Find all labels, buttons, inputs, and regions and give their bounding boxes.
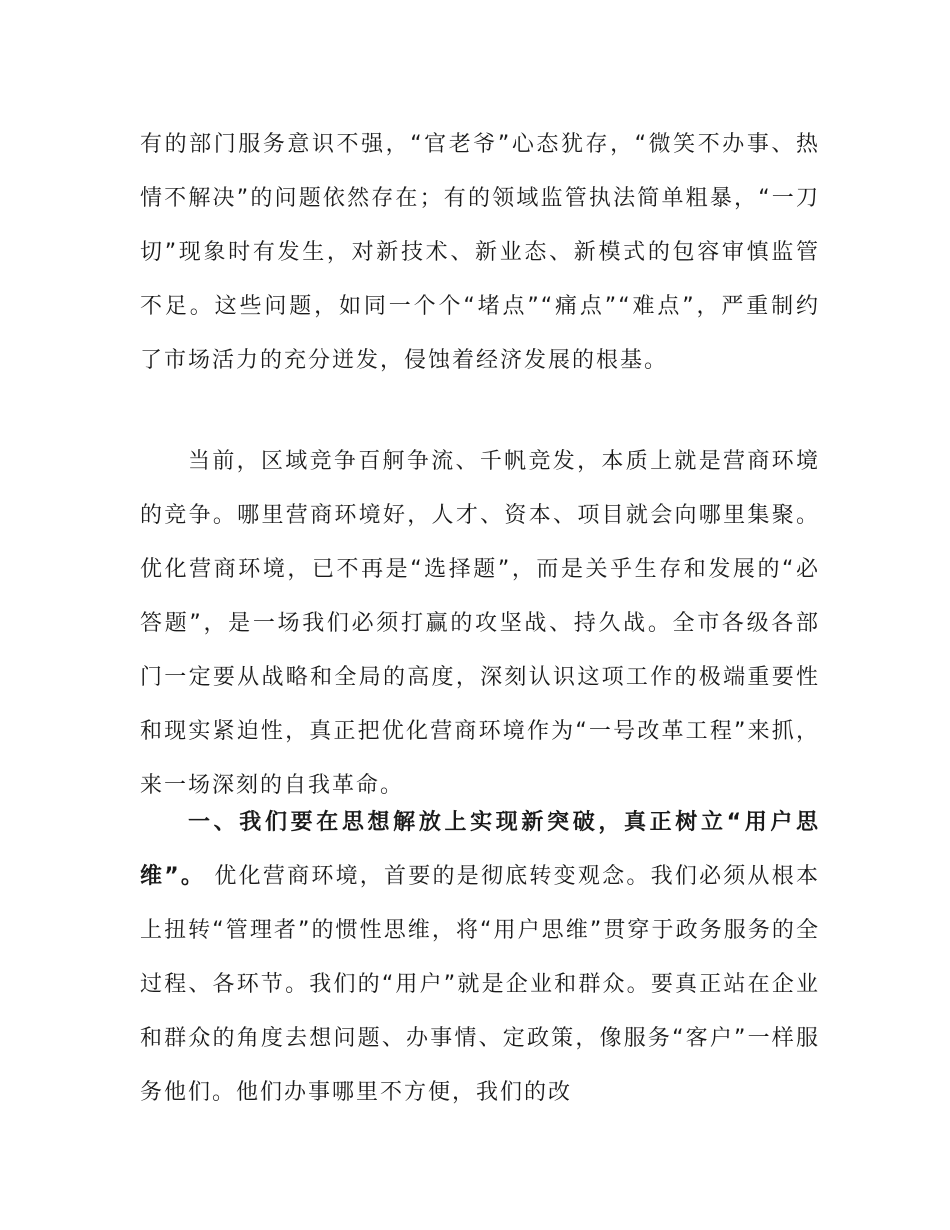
section-body-text: 优化营商环境，首要的是彻底转变观念。我们必须从根本上扭转“管理者”的惯性思维，将“用户思维”贯穿于政务服务的全过程、各环节。我们的“用户”就是企业和群众。要真正站在企业和群众的角度去想问题、办事情、定政策，像服务“客户”一样服务他们。他们办事哪里不方便，我们的改 <box>140 864 820 1105</box>
paragraph-section-one <box>140 796 820 1120</box>
section-heading: 一、我们要在思想解放上实现新突破，真正树立“用户思维”。 <box>140 810 820 889</box>
paragraph-regional-competition: 当前，区域竞争百舸争流、千帆竞发，本质上就是营商环境的竞争。哪里营商环境好，人才、资本、项目就会向哪里集聚。优化营商环境，已不再是“选择题”，而是关乎生存和发展的“必答题”，是一场我们必须打赢的攻坚战、持久战。全市各级各部门一定要从战略和全局的高度，深刻认识这项工作的极端重要性和现实紧迫性，真正把优化营商环境作为“一号改革工程”来抓，来一场深刻的自我革命。 <box>140 449 820 798</box>
paragraph-continuation: 有的部门服务意识不强，“官老爷”心态犹存，“微笑不办事、热情不解决”的问题依然存在；有的领域监管执法简单粗暴，“一刀切”现象时有发生，对新技术、新业态、新模式的包容审慎监管不足。这些问题，如同一个个“堵点”“痛点”“难点”，严重制约了市场活力的充分迸发，侵蚀着经济发展的根基。 <box>140 132 820 373</box>
